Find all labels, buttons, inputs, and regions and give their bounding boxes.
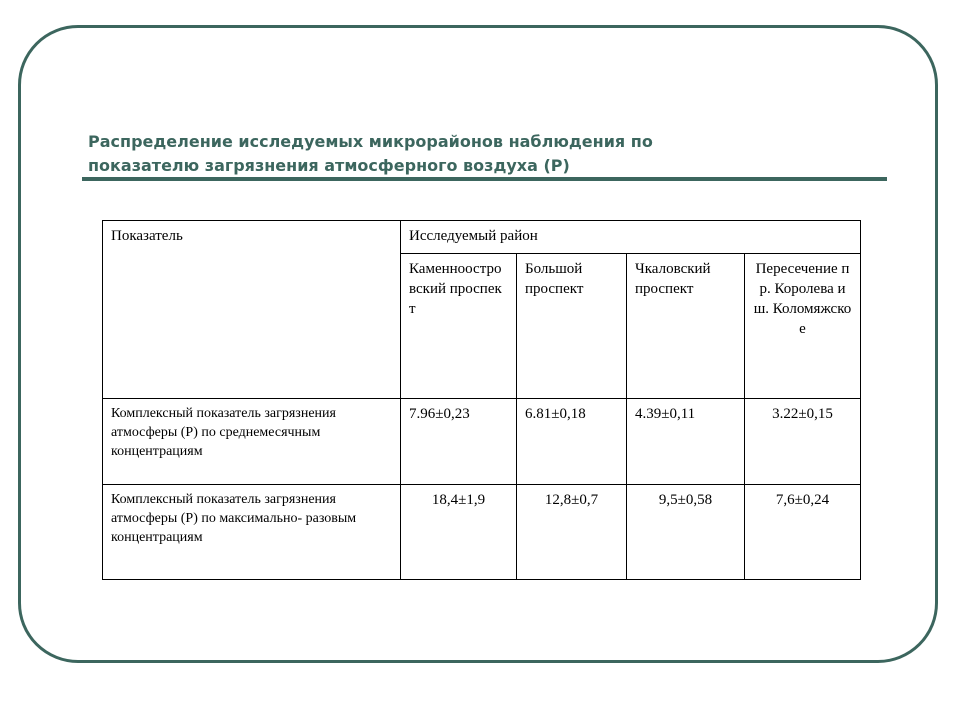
row-label: Комплексный показатель загрязнения атмосферы (Р) по максимально- разовым концентрациям (103, 485, 401, 580)
district-kamennoostrovsky: Каменноостровский проспект (401, 254, 517, 399)
table-cell: 7.96±0,23 (401, 399, 517, 485)
row-label: Комплексный показатель загрязнения атмосферы (Р) по среднемесячным концентрациям (103, 399, 401, 485)
header-indicator: Показатель (103, 221, 401, 399)
table-row (103, 485, 861, 580)
table-header-row (103, 221, 861, 254)
district-bolshoy: Большой проспект (517, 254, 627, 399)
table-row (103, 399, 861, 485)
slide-title: Распределение исследуемых микрорайонов наблюдения по показателю загрязнения атмосферного воздуха (Р) (88, 132, 653, 175)
table-cell: 3.22±0,15 (745, 399, 861, 485)
table-cell: 9,5±0,58 (627, 485, 745, 580)
table-cell: 6.81±0,18 (517, 399, 627, 485)
table-cell: 4.39±0,11 (627, 399, 745, 485)
pollution-table (102, 220, 861, 580)
district-chkalovsky: Чкаловский проспект (627, 254, 745, 399)
title-underline (82, 177, 887, 181)
header-region: Исследуемый район (401, 221, 861, 254)
district-koroleva-kolomyazhskoe: Пересечение пр. Королева и ш. Коломяжское (745, 254, 861, 399)
table-cell: 7,6±0,24 (745, 485, 861, 580)
table-cell: 12,8±0,7 (517, 485, 627, 580)
table-cell: 18,4±1,9 (401, 485, 517, 580)
